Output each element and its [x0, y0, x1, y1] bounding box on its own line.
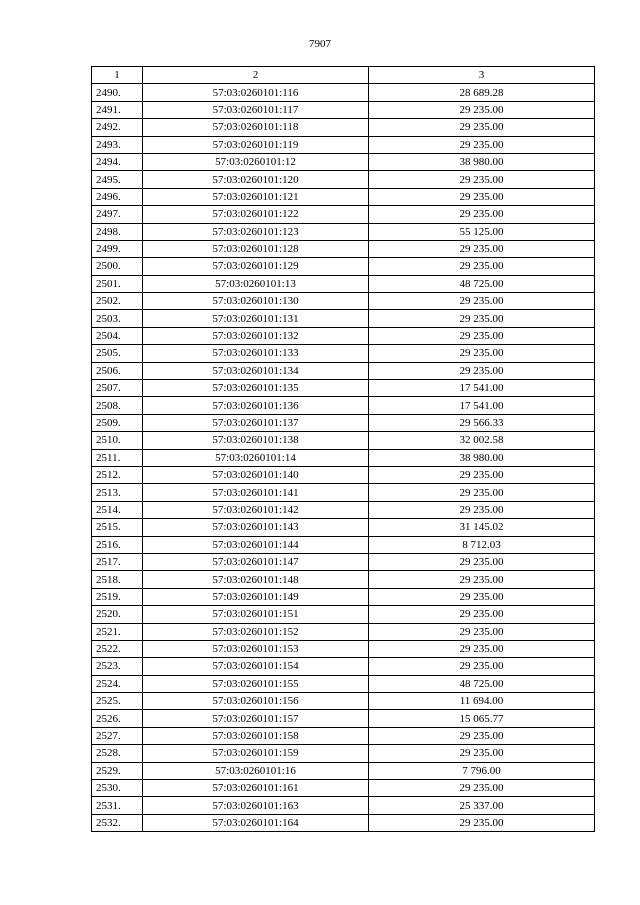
- cadastral-value-cell: 29 235.00: [369, 101, 595, 118]
- cadastral-number-cell: 57:03:0260101:153: [143, 640, 369, 657]
- cadastral-number-cell: 57:03:0260101:133: [143, 345, 369, 362]
- cadastral-number-cell: 57:03:0260101:138: [143, 432, 369, 449]
- table-row: [92, 484, 595, 501]
- cadastral-value-cell: 29 235.00: [369, 136, 595, 153]
- cadastral-value-cell: 29 235.00: [369, 571, 595, 588]
- row-index-cell: 2525.: [92, 693, 143, 710]
- table-body: [92, 84, 595, 832]
- table-row: [92, 814, 595, 831]
- cadastral-number-cell: 57:03:0260101:13: [143, 275, 369, 292]
- column-header-value: 3: [369, 67, 595, 84]
- cadastral-value-cell: 29 235.00: [369, 640, 595, 657]
- column-header-cadastral-number: 2: [143, 67, 369, 84]
- row-index-cell: 2522.: [92, 640, 143, 657]
- table-row: [92, 397, 595, 414]
- cadastral-number-cell: 57:03:0260101:137: [143, 414, 369, 431]
- row-index-cell: 2512.: [92, 466, 143, 483]
- cadastral-value-cell: 29 235.00: [369, 345, 595, 362]
- table-row: [92, 710, 595, 727]
- cadastral-value-cell: 48 725.00: [369, 275, 595, 292]
- cadastral-value-cell: 17 541.00: [369, 380, 595, 397]
- cadastral-value-cell: 29 235.00: [369, 171, 595, 188]
- cadastral-number-cell: 57:03:0260101:148: [143, 571, 369, 588]
- row-index-cell: 2503.: [92, 310, 143, 327]
- cadastral-value-cell: 29 235.00: [369, 188, 595, 205]
- table-row: [92, 623, 595, 640]
- cadastral-value-cell: 29 235.00: [369, 606, 595, 623]
- column-header-index: 1: [92, 67, 143, 84]
- row-index-cell: 2524.: [92, 675, 143, 692]
- table-row: [92, 588, 595, 605]
- cadastral-value-cell: 28 689.28: [369, 84, 595, 101]
- cadastral-value-cell: 8 712.03: [369, 536, 595, 553]
- table-row: [92, 380, 595, 397]
- row-index-cell: 2507.: [92, 380, 143, 397]
- row-index-cell: 2514.: [92, 501, 143, 518]
- table-header-row: [92, 67, 595, 84]
- table-row: [92, 553, 595, 570]
- cadastral-number-cell: 57:03:0260101:155: [143, 675, 369, 692]
- row-index-cell: 2509.: [92, 414, 143, 431]
- row-index-cell: 2521.: [92, 623, 143, 640]
- cadastral-number-cell: 57:03:0260101:12: [143, 153, 369, 170]
- cadastral-number-cell: 57:03:0260101:120: [143, 171, 369, 188]
- table-row: [92, 327, 595, 344]
- cadastral-number-cell: 57:03:0260101:144: [143, 536, 369, 553]
- row-index-cell: 2495.: [92, 171, 143, 188]
- row-index-cell: 2506.: [92, 362, 143, 379]
- table-row: [92, 153, 595, 170]
- table-row: [92, 223, 595, 240]
- cadastral-value-cell: 29 235.00: [369, 553, 595, 570]
- row-index-cell: 2517.: [92, 553, 143, 570]
- cadastral-value-cell: 29 235.00: [369, 623, 595, 640]
- cadastral-number-cell: 57:03:0260101:163: [143, 797, 369, 814]
- row-index-cell: 2498.: [92, 223, 143, 240]
- table-row: [92, 640, 595, 657]
- row-index-cell: 2499.: [92, 240, 143, 257]
- row-index-cell: 2491.: [92, 101, 143, 118]
- cadastral-number-cell: 57:03:0260101:159: [143, 745, 369, 762]
- cadastral-number-cell: 57:03:0260101:134: [143, 362, 369, 379]
- cadastral-number-cell: 57:03:0260101:147: [143, 553, 369, 570]
- row-index-cell: 2520.: [92, 606, 143, 623]
- table-row: [92, 119, 595, 136]
- table-row: [92, 101, 595, 118]
- row-index-cell: 2527.: [92, 727, 143, 744]
- cadastral-number-cell: 57:03:0260101:121: [143, 188, 369, 205]
- cadastral-value-cell: 29 235.00: [369, 745, 595, 762]
- cadastral-number-cell: 57:03:0260101:157: [143, 710, 369, 727]
- table-row: [92, 310, 595, 327]
- cadastral-number-cell: 57:03:0260101:123: [143, 223, 369, 240]
- cadastral-number-cell: 57:03:0260101:131: [143, 310, 369, 327]
- table-row: [92, 345, 595, 362]
- row-index-cell: 2513.: [92, 484, 143, 501]
- table-row: [92, 797, 595, 814]
- cadastral-number-cell: 57:03:0260101:143: [143, 519, 369, 536]
- row-index-cell: 2526.: [92, 710, 143, 727]
- cadastral-number-cell: 57:03:0260101:16: [143, 762, 369, 779]
- cadastral-number-cell: 57:03:0260101:158: [143, 727, 369, 744]
- row-index-cell: 2511.: [92, 449, 143, 466]
- table-row: [92, 536, 595, 553]
- table-row: [92, 745, 595, 762]
- cadastral-value-cell: 29 235.00: [369, 119, 595, 136]
- table-row: [92, 240, 595, 257]
- table-row: [92, 658, 595, 675]
- table-row: [92, 762, 595, 779]
- table-row: [92, 675, 595, 692]
- cadastral-number-cell: 57:03:0260101:152: [143, 623, 369, 640]
- cadastral-value-cell: 7 796.00: [369, 762, 595, 779]
- row-index-cell: 2508.: [92, 397, 143, 414]
- cadastral-number-cell: 57:03:0260101:119: [143, 136, 369, 153]
- cadastral-value-cell: 32 002.58: [369, 432, 595, 449]
- row-index-cell: 2510.: [92, 432, 143, 449]
- cadastral-number-cell: 57:03:0260101:151: [143, 606, 369, 623]
- cadastral-number-cell: 57:03:0260101:161: [143, 780, 369, 797]
- cadastral-value-cell: 29 235.00: [369, 501, 595, 518]
- cadastral-value-cell: 29 235.00: [369, 780, 595, 797]
- cadastral-number-cell: 57:03:0260101:135: [143, 380, 369, 397]
- cadastral-value-cell: 17 541.00: [369, 397, 595, 414]
- table-row: [92, 362, 595, 379]
- row-index-cell: 2531.: [92, 797, 143, 814]
- cadastral-value-cell: 48 725.00: [369, 675, 595, 692]
- cadastral-value-cell: 29 235.00: [369, 310, 595, 327]
- table-row: [92, 693, 595, 710]
- table-row: [92, 414, 595, 431]
- table-row: [92, 275, 595, 292]
- cadastral-number-cell: 57:03:0260101:164: [143, 814, 369, 831]
- row-index-cell: 2502.: [92, 293, 143, 310]
- cadastral-value-cell: 29 235.00: [369, 466, 595, 483]
- cadastral-value-cell: 29 235.00: [369, 240, 595, 257]
- row-index-cell: 2518.: [92, 571, 143, 588]
- cadastral-value-cell: 29 235.00: [369, 258, 595, 275]
- cadastral-number-cell: 57:03:0260101:130: [143, 293, 369, 310]
- cadastral-number-cell: 57:03:0260101:156: [143, 693, 369, 710]
- table-row: [92, 466, 595, 483]
- cadastral-number-cell: 57:03:0260101:116: [143, 84, 369, 101]
- table-row: [92, 206, 595, 223]
- table-row: [92, 84, 595, 101]
- cadastral-number-cell: 57:03:0260101:132: [143, 327, 369, 344]
- cadastral-value-cell: 15 065.77: [369, 710, 595, 727]
- table-row: [92, 188, 595, 205]
- cadastral-value-cell: 29 235.00: [369, 484, 595, 501]
- row-index-cell: 2516.: [92, 536, 143, 553]
- row-index-cell: 2500.: [92, 258, 143, 275]
- row-index-cell: 2493.: [92, 136, 143, 153]
- cadastral-value-cell: 29 566.33: [369, 414, 595, 431]
- cadastral-number-cell: 57:03:0260101:129: [143, 258, 369, 275]
- cadastral-number-cell: 57:03:0260101:136: [143, 397, 369, 414]
- page-number: 7907: [309, 38, 331, 50]
- row-index-cell: 2492.: [92, 119, 143, 136]
- row-index-cell: 2496.: [92, 188, 143, 205]
- row-index-cell: 2532.: [92, 814, 143, 831]
- cadastral-number-cell: 57:03:0260101:154: [143, 658, 369, 675]
- table-row: [92, 727, 595, 744]
- table-row: [92, 449, 595, 466]
- cadastral-value-cell: 29 235.00: [369, 327, 595, 344]
- row-index-cell: 2505.: [92, 345, 143, 362]
- table-row: [92, 293, 595, 310]
- row-index-cell: 2494.: [92, 153, 143, 170]
- row-index-cell: 2528.: [92, 745, 143, 762]
- table-row: [92, 519, 595, 536]
- cadastral-value-cell: 38 980.00: [369, 449, 595, 466]
- cadastral-value-cell: 31 145.02: [369, 519, 595, 536]
- cadastral-number-cell: 57:03:0260101:140: [143, 466, 369, 483]
- cadastral-number-cell: 57:03:0260101:141: [143, 484, 369, 501]
- table-row: [92, 571, 595, 588]
- row-index-cell: 2515.: [92, 519, 143, 536]
- cadastral-value-cell: 29 235.00: [369, 658, 595, 675]
- table-row: [92, 432, 595, 449]
- table-row: [92, 606, 595, 623]
- table-row: [92, 136, 595, 153]
- row-index-cell: 2497.: [92, 206, 143, 223]
- cadastral-number-cell: 57:03:0260101:117: [143, 101, 369, 118]
- row-index-cell: 2523.: [92, 658, 143, 675]
- cadastral-number-cell: 57:03:0260101:142: [143, 501, 369, 518]
- cadastral-value-table: [91, 66, 595, 832]
- cadastral-number-cell: 57:03:0260101:128: [143, 240, 369, 257]
- row-index-cell: 2490.: [92, 84, 143, 101]
- row-index-cell: 2504.: [92, 327, 143, 344]
- cadastral-value-cell: 38 980.00: [369, 153, 595, 170]
- cadastral-value-cell: 29 235.00: [369, 293, 595, 310]
- cadastral-value-cell: 29 235.00: [369, 588, 595, 605]
- cadastral-number-cell: 57:03:0260101:122: [143, 206, 369, 223]
- cadastral-value-cell: 29 235.00: [369, 206, 595, 223]
- cadastral-number-cell: 57:03:0260101:14: [143, 449, 369, 466]
- cadastral-value-cell: 29 235.00: [369, 727, 595, 744]
- cadastral-value-cell: 25 337.00: [369, 797, 595, 814]
- cadastral-value-cell: 29 235.00: [369, 814, 595, 831]
- row-index-cell: 2529.: [92, 762, 143, 779]
- row-index-cell: 2519.: [92, 588, 143, 605]
- table-row: [92, 258, 595, 275]
- row-index-cell: 2530.: [92, 780, 143, 797]
- table-row: [92, 780, 595, 797]
- table-row: [92, 501, 595, 518]
- cadastral-number-cell: 57:03:0260101:118: [143, 119, 369, 136]
- table-row: [92, 171, 595, 188]
- cadastral-number-cell: 57:03:0260101:149: [143, 588, 369, 605]
- row-index-cell: 2501.: [92, 275, 143, 292]
- cadastral-value-cell: 55 125.00: [369, 223, 595, 240]
- cadastral-value-cell: 11 694.00: [369, 693, 595, 710]
- cadastral-value-cell: 29 235.00: [369, 362, 595, 379]
